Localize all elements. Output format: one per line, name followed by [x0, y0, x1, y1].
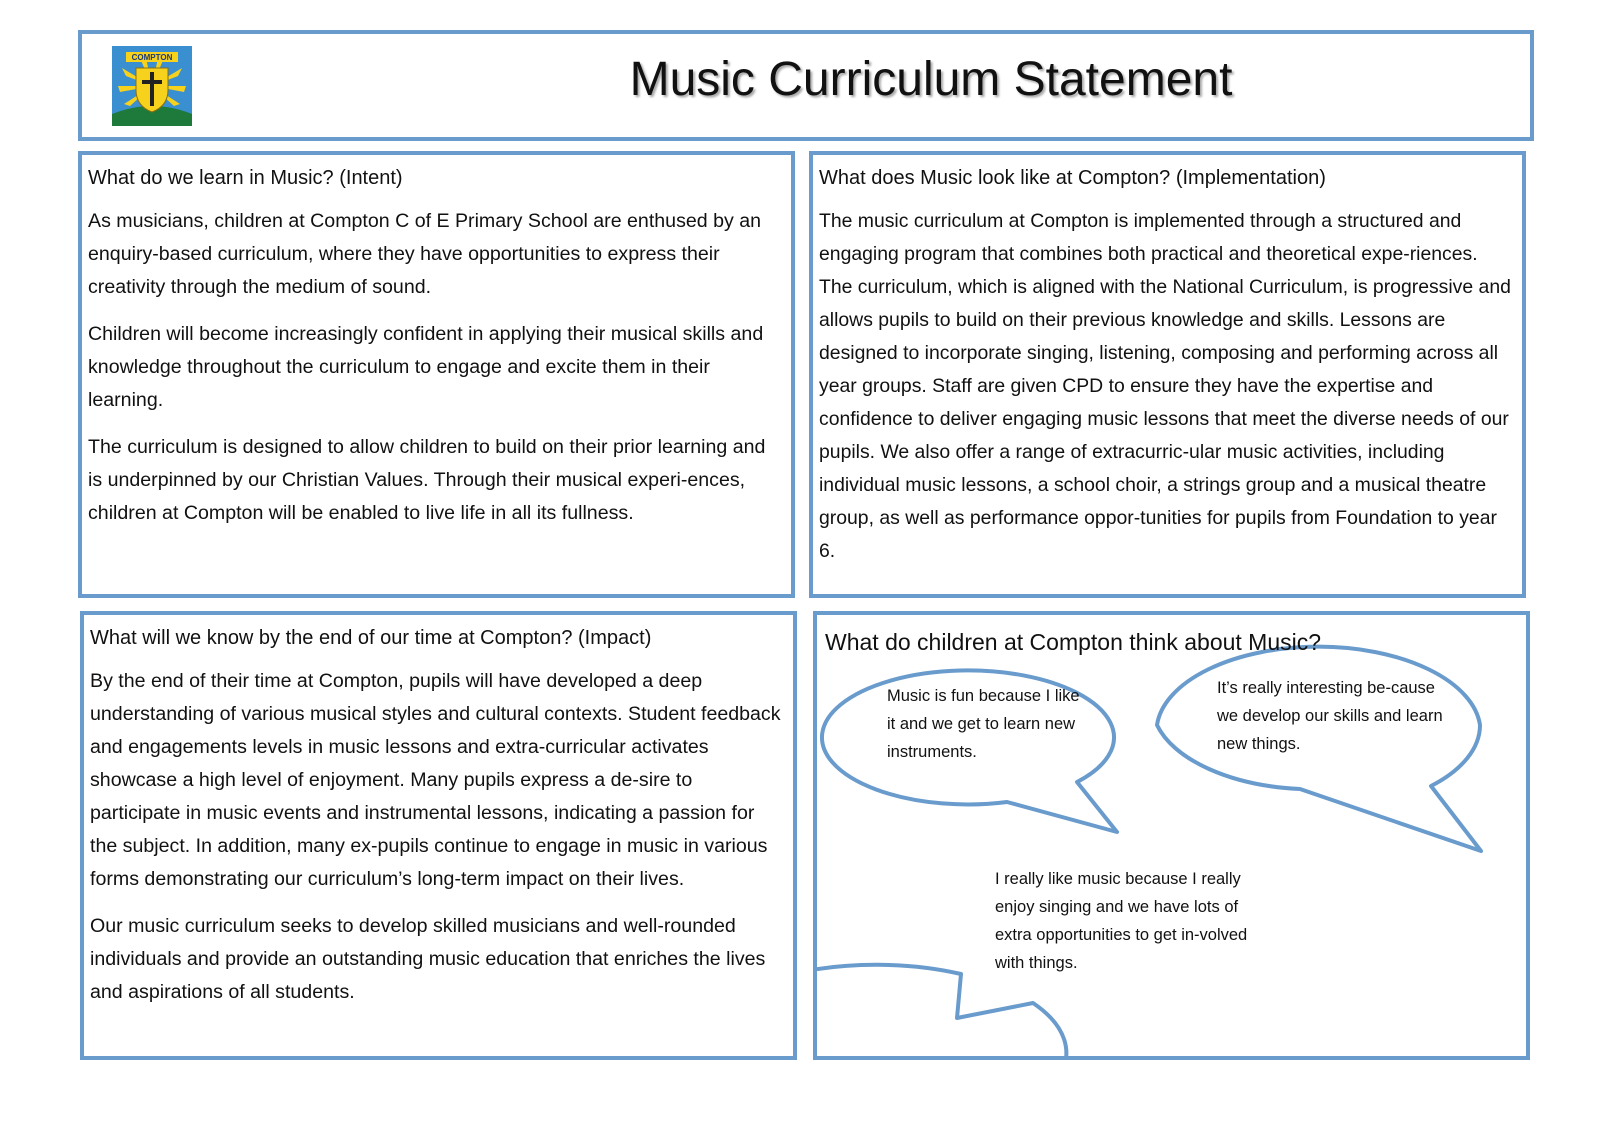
- impact-paragraph: Our music curriculum seeks to develop skilled musicians and well-rounded individuals and provide an outstanding music education that enriches the lives and aspirations of all students.: [90, 915, 766, 1003]
- logo-text: COMPTON: [131, 53, 173, 62]
- impact-panel: [80, 611, 797, 1060]
- header-banner: [78, 30, 1534, 141]
- impact-heading: What will we know by the end of our time at Compton? (Impact): [90, 627, 652, 649]
- implementation-paragraph: The music curriculum at Compton is implemented through a structured and engaging program that combines both practical and theoretical expe-riences. The curriculum, which is aligned with the National Curriculum, is progressive and allows pupils to build on their previous knowledge and skills. Lessons are designed to incorporate singing, listening, composing and performing across all year groups. Staff are given CPD to ensure they have the expertise and confidence to deliver engaging music lessons that meet the diverse needs of our pupils. We also offer a range of extracurric-ular music activities, including individual music lessons, a school choir, a strings group and a musical theatre group, as well as performance oppor-tunities for pupils from Foundation to year 6.: [819, 210, 1511, 562]
- school-logo-icon: [112, 46, 192, 126]
- speech-bubble-3: [817, 965, 1066, 1056]
- intent-paragraph: Children will become increasingly confident in applying their musical skills and knowledge throughout the curriculum to engage and excite them in their learning.: [88, 323, 764, 411]
- document-title: Music Curriculum Statement: [629, 53, 1233, 106]
- intent-paragraph: The curriculum is designed to allow children to build on their prior learning and is underpinned by our Christian Values. Through their musical experi-ences, children at Compton will be enabled to live life in all its fullness.: [88, 436, 766, 524]
- impact-paragraph: By the end of their time at Compton, pupils will have developed a deep understanding of various musical styles and cultural contexts. Student feedback and engagements levels in music lessons and extra-curricular activates showcase a high level of enjoyment. Many pupils express a de-sire to participate in music events and instrumental lessons, indicating a passion for the subject. In addition, many ex-pupils continue to engage in music in various forms demonstrating our curriculum’s long-term impact on their lives.: [90, 670, 781, 890]
- implementation-heading: What does Music look like at Compton? (Implementation): [819, 167, 1326, 189]
- pupil-voice-panel: [813, 611, 1530, 1060]
- implementation-panel: [809, 151, 1526, 598]
- pupil-quote: Music is fun because I like it and we get to learn new instruments.: [887, 687, 1080, 761]
- intent-panel: [78, 151, 795, 598]
- intent-paragraph: As musicians, children at Compton C of E Primary School are enthused by an enquiry-based curriculum, where they have opportunities to express their creativity through the medium of sound.: [88, 210, 762, 298]
- pupil-voice-heading: What do children at Compton think about Music?: [825, 629, 1322, 655]
- intent-heading: What do we learn in Music? (Intent): [88, 167, 403, 189]
- pupil-quote: It’s really interesting be-cause we develop our skills and learn new things.: [1217, 679, 1443, 753]
- pupil-quote: I really like music because I really enjoy singing and we have lots of extra opportunities to get in-volved with things.: [995, 870, 1248, 972]
